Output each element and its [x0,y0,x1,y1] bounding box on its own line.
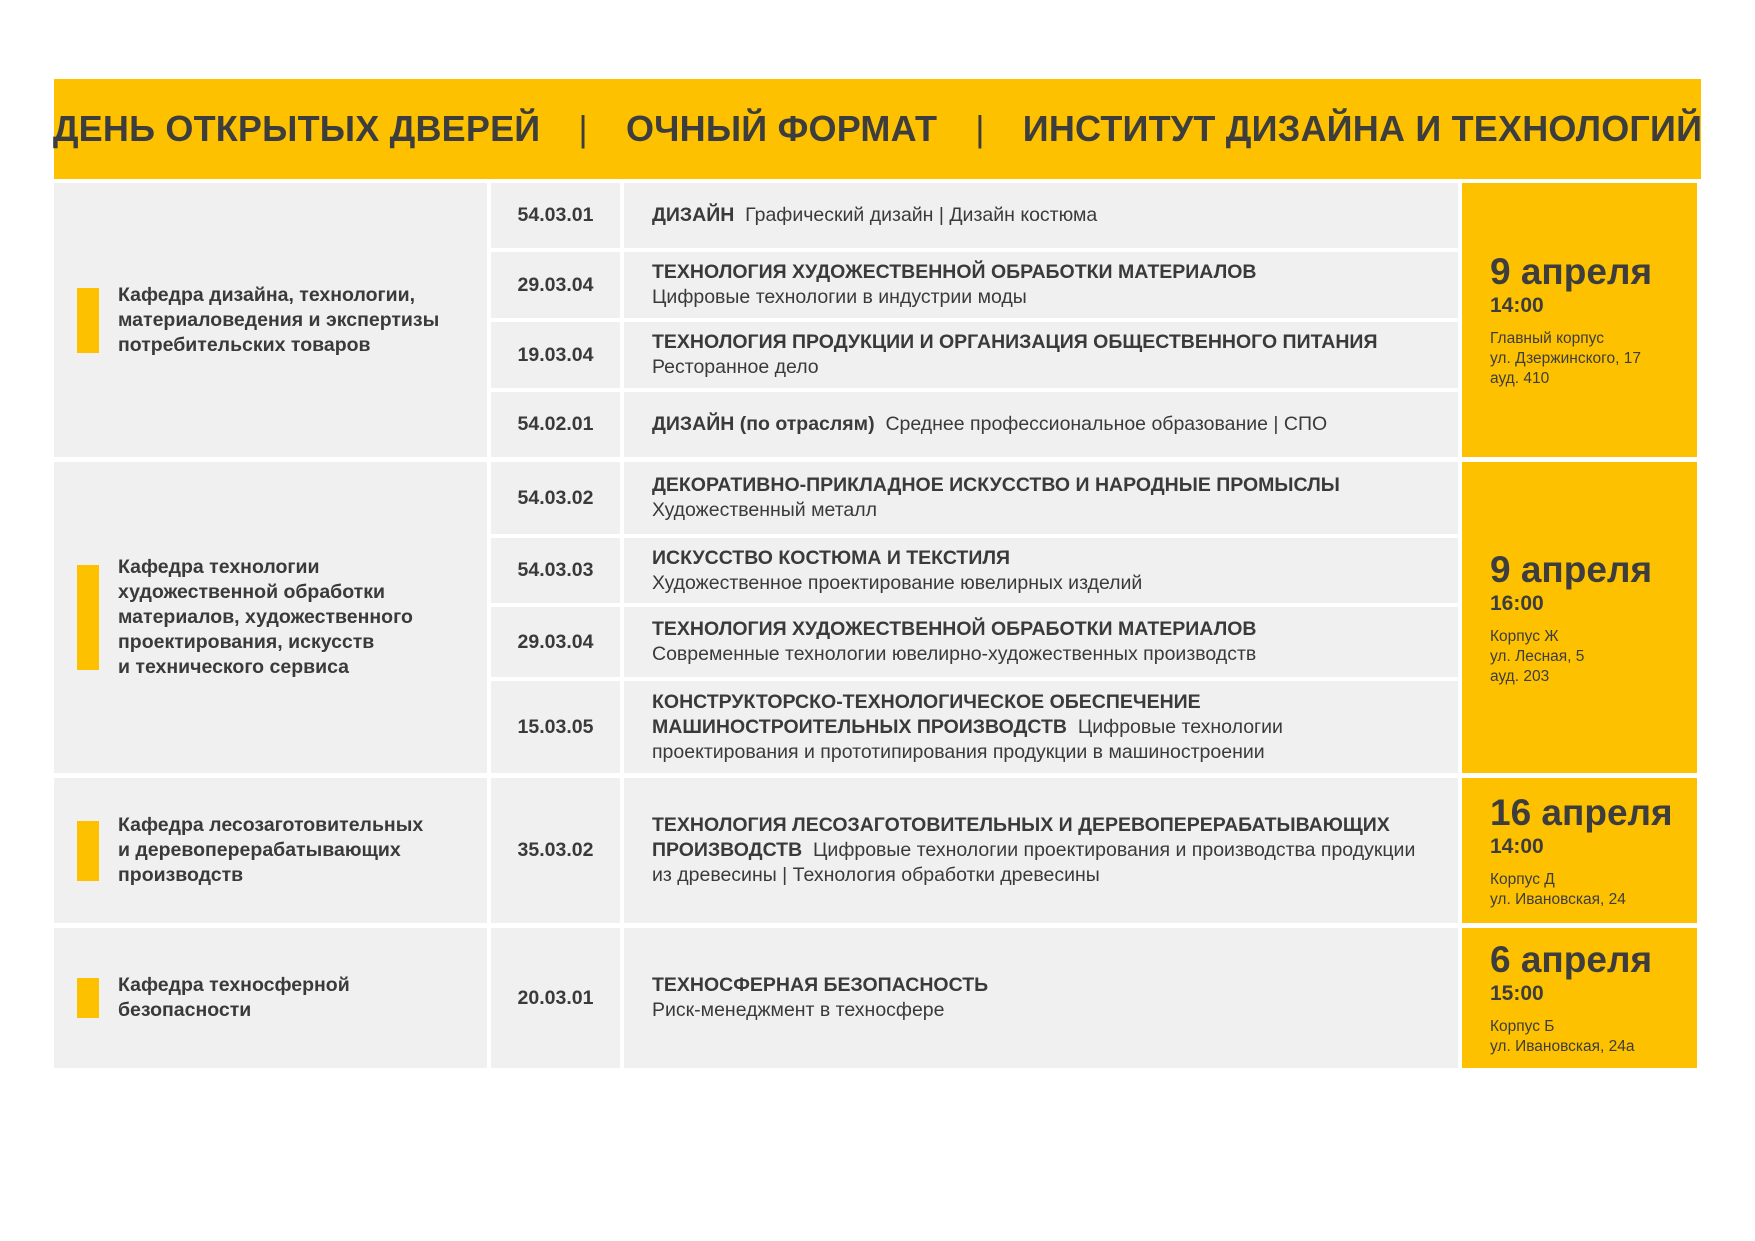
program-code: 54.03.01 [491,183,620,248]
program-cell [624,322,1458,388]
accent-bar [77,288,99,353]
program-row [491,607,1458,677]
event-date: 6 апреля [1490,939,1653,980]
header-format: ОЧНЫЙ ФОРМАТ [625,108,938,149]
department-group [54,778,1701,923]
department-name: Кафедра техносферной безопасности [118,974,350,1021]
program-title: ТЕХНОЛОГИЯ ХУДОЖЕСТВЕННОЙ ОБРАБОТКИ МАТЕРИАЛОВ [652,618,1257,640]
program-title: ДИЗАЙН (по отраслям) [652,413,875,435]
program-title: ТЕХНОЛОГИЯ ЛЕСОЗАГОТОВИТЕЛЬНЫХ И ДЕРЕВОПЕРЕРАБАТЫВАЮЩИХ ПРОИЗВОДСТВ [652,814,1390,861]
program-profile: Цифровые технологии проектирования и прототипирования продукции в машиностроении [652,715,1283,763]
schedule-table [54,183,1701,1073]
event-datetime-cell [1462,183,1697,457]
program-profile: Современные технологии ювелирно-художественных производств [652,643,1257,665]
program-cell [624,462,1458,534]
program-code: 54.02.01 [491,392,620,457]
header-separator: | [975,108,985,149]
program-cell [624,778,1458,923]
header-institute: ИНСТИТУТ ДИЗАЙНА И ТЕХНОЛОГИЙ [1022,108,1703,149]
program-row [491,538,1458,603]
program-title: ДЕКОРАТИВНО-ПРИКЛАДНОЕ ИСКУССТВО И НАРОДНЫЕ ПРОМЫСЛЫ [652,474,1340,496]
program-title: ИСКУССТВО КОСТЮМА И ТЕКСТИЛЯ [652,546,1011,569]
event-datetime-cell [1462,928,1697,1068]
department-name: Кафедра лесозаготовительных и деревоперерабатывающих производств [118,814,424,886]
department-cell [54,462,487,773]
department-cell [54,778,487,923]
program-title: КОНСТРУКТОРСКО-ТЕХНОЛОГИЧЕСКОЕ ОБЕСПЕЧЕНИЕ МАШИНОСТРОИТЕЛЬНЫХ ПРОИЗВОДСТВ [652,690,1201,738]
program-profile: Риск-менеджмент в техносфере [652,999,945,1021]
department-group [54,928,1701,1068]
program-code: 29.03.04 [491,607,620,677]
program-row [491,928,1458,1068]
program-code: 54.03.02 [491,462,620,534]
event-date: 9 апреля [1490,251,1653,292]
event-time: 14:00 [1490,834,1544,858]
event-date: 9 апреля [1490,548,1653,590]
department-cell [54,183,487,457]
program-code: 29.03.04 [491,252,620,318]
accent-bar [77,978,99,1018]
program-code: 20.03.01 [491,928,620,1068]
department-name: Кафедра дизайна, технологии, материаловедения и экспертизы потребительских товаров [118,283,440,356]
department-name: Кафедра технологии художественной обработки материалов, художественного проектирования, искусств и технического сервиса [118,556,413,678]
program-row [491,183,1458,248]
program-row [491,392,1458,457]
header-title: ДЕНЬ ОТКРЫТЫХ ДВЕРЕЙ [52,108,541,149]
header-separator: | [578,108,588,149]
program-cell [624,607,1458,677]
accent-bar [77,565,99,670]
program-cell [624,681,1458,773]
program-code: 54.03.03 [491,538,620,603]
event-address: Главный корпус ул. Дзержинского, 17 ауд. 410 [1490,330,1641,387]
event-address: Корпус Ж ул. Лесная, 5 ауд. 203 [1490,627,1585,685]
event-date: 16 апреля [1490,791,1673,833]
program-code: 35.03.02 [491,778,620,923]
program-code: 15.03.05 [491,681,620,773]
program-title: ДИЗАЙН [652,204,735,226]
program-row [491,322,1458,388]
program-cell [624,252,1458,318]
program-title: ТЕХНОЛОГИЯ ХУДОЖЕСТВЕННОЙ ОБРАБОТКИ МАТЕРИАЛОВ [652,261,1257,283]
program-profile: Графический дизайн | Дизайн костюма [745,204,1098,226]
event-address: Корпус Б ул. Ивановская, 24а [1490,1018,1635,1055]
program-cell [624,183,1458,248]
department-group [54,462,1701,773]
program-cell [624,392,1458,457]
program-title: ТЕХНОЛОГИЯ ПРОДУКЦИИ И ОРГАНИЗАЦИЯ ОБЩЕСТВЕННОГО ПИТАНИЯ [652,331,1378,353]
event-datetime-cell [1462,778,1697,923]
program-row [491,778,1458,923]
program-profile: Ресторанное дело [652,356,819,378]
event-address: Корпус Д ул. Ивановская, 24 [1490,870,1626,908]
event-time: 16:00 [1490,591,1544,615]
event-time: 14:00 [1490,294,1544,317]
program-title: ТЕХНОСФЕРНАЯ БЕЗОПАСНОСТЬ [652,974,989,996]
program-cell [624,928,1458,1068]
department-cell [54,928,487,1068]
program-code: 19.03.04 [491,322,620,388]
program-profile: Среднее профессиональное образование | СПО [885,413,1328,435]
program-row [491,681,1458,773]
page-header [54,79,1701,179]
program-cell [624,538,1458,603]
event-datetime-cell [1462,462,1697,773]
program-profile: Цифровые технологии проектирования и производства продукции из древесины | Технология обработки древесины [652,839,1416,886]
program-row [491,462,1458,534]
program-profile: Художественное проектирование ювелирных изделий [652,571,1143,594]
program-profile: Цифровые технологии в индустрии моды [652,286,1027,308]
program-row [491,252,1458,318]
event-time: 15:00 [1490,982,1544,1005]
program-profile: Художественный металл [652,499,878,521]
accent-bar [77,821,99,881]
department-group [54,183,1701,457]
